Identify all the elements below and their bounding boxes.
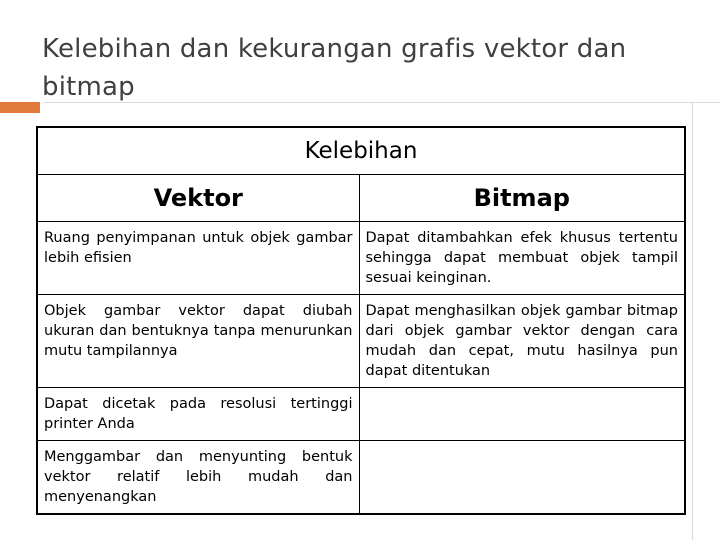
cell-text: Dapat dicetak pada resolusi tertinggi printer Anda bbox=[44, 396, 353, 432]
table-row bbox=[37, 222, 685, 295]
title-divider bbox=[44, 102, 720, 103]
cell-text: Dapat ditambahkan efek khusus tertentu sehingga dapat membuat objek tampil sesuai keinginan. bbox=[365, 230, 678, 286]
comparison-table bbox=[36, 126, 686, 515]
table-row bbox=[37, 388, 685, 441]
vektor-cell bbox=[37, 441, 359, 515]
table-caption: Kelebihan bbox=[37, 127, 685, 175]
table-row bbox=[37, 295, 685, 388]
cell-text: Ruang penyimpanan untuk objek gambar lebih efisien bbox=[44, 230, 353, 266]
cell-text bbox=[360, 441, 685, 453]
table-caption-row bbox=[37, 127, 685, 175]
cell-text: Objek gambar vektor dapat diubah ukuran dan bentuknya tanpa menurunkan mutu tampilannya bbox=[44, 303, 353, 359]
column-header-bitmap: Bitmap bbox=[359, 175, 685, 222]
vektor-cell bbox=[37, 388, 359, 441]
bitmap-cell bbox=[359, 388, 685, 441]
vektor-cell bbox=[37, 295, 359, 388]
table-row bbox=[37, 441, 685, 515]
vektor-cell bbox=[37, 222, 359, 295]
cell-text bbox=[360, 388, 685, 400]
bitmap-cell bbox=[359, 222, 685, 295]
right-divider bbox=[692, 102, 693, 540]
bitmap-cell bbox=[359, 295, 685, 388]
cell-text: Menggambar dan menyunting bentuk vektor relatif lebih mudah dan menyenangkan bbox=[44, 449, 353, 505]
bitmap-cell bbox=[359, 441, 685, 515]
table-header-row bbox=[37, 175, 685, 222]
column-header-vektor: Vektor bbox=[37, 175, 359, 222]
title-accent-bar bbox=[0, 102, 40, 113]
cell-text: Dapat menghasilkan objek gambar bitmap dari objek gambar vektor dengan cara mudah dan cepat, mutu hasilnya pun dapat ditentukan bbox=[365, 303, 678, 379]
slide-title: Kelebihan dan kekurangan grafis vektor dan bitmap bbox=[42, 34, 627, 102]
